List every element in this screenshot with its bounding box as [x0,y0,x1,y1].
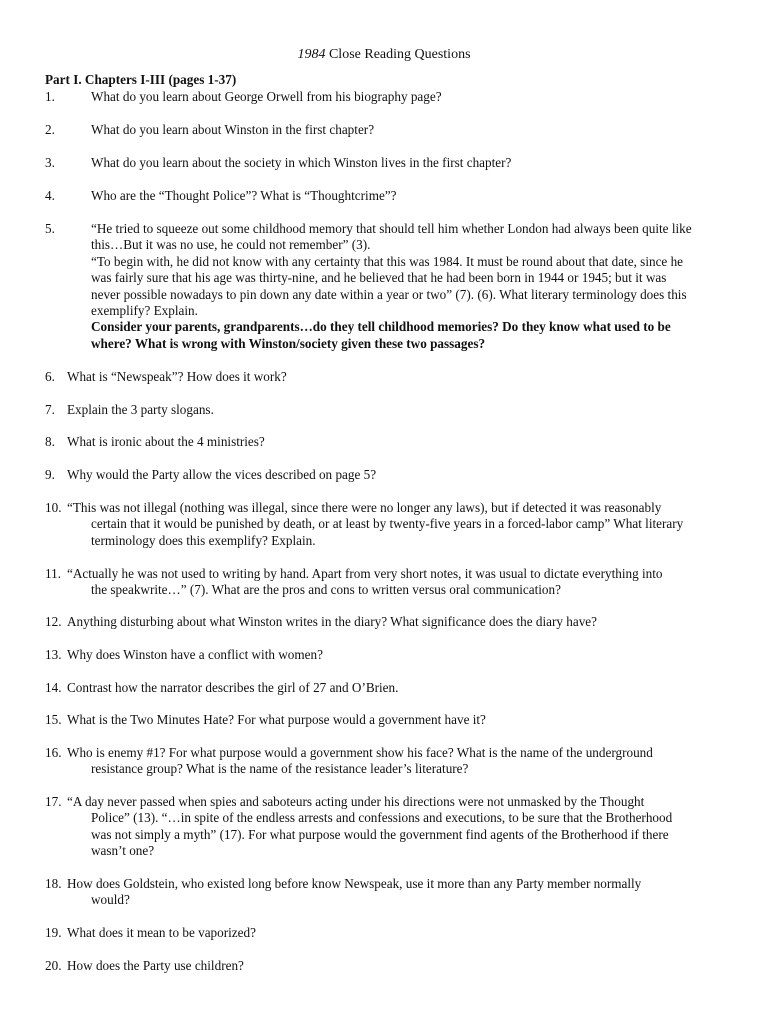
question-6 [45,369,725,385]
question-text: would? [91,892,130,908]
title-italic: 1984 [297,47,326,62]
question-text: How does the Party use children? [67,958,244,973]
question-number: 15. [45,712,62,727]
question-text: Who is enemy #1? For what purpose would a government show his face? What is the name of the underground [67,745,653,760]
page-title [0,47,768,63]
question-text: What is the Two Minutes Hate? For what purpose would a government have it? [67,712,486,727]
question-number: 11. [45,566,61,581]
question-text: Explain the 3 party slogans. [67,402,214,417]
question-text: Contrast how the narrator describes the girl of 27 and O’Brien. [67,680,399,695]
question-number: 16. [45,745,62,760]
question-16 [45,745,725,778]
question-number: 19. [45,925,62,940]
question-number: 12. [45,614,62,629]
question-15 [45,712,725,728]
question-text: “A day never passed when spies and saboteurs acting under his directions were not unmasked by the Thought [67,794,645,809]
question-number: 1. [45,89,55,104]
question-number: 13. [45,647,62,662]
question-text: “To begin with, he did not know with any certainty that this was 1984. It must be round about that date, since he [91,253,684,269]
question-text: What is “Newspeak”? How does it work? [67,369,287,384]
question-text: What do you learn about George Orwell from his biography page? [91,89,442,104]
question-text: What do you learn about the society in which Winston lives in the first chapter? [91,155,512,170]
question-text: “He tried to squeeze out some childhood memory that should tell him whether London had always been quite like [91,221,692,236]
question-text: never possible nowadays to pin down any date within a year or two” (7). (6). What literary terminology does this [91,286,687,302]
question-13 [45,647,725,663]
question-4 [45,188,725,204]
question-text: Why would the Party allow the vices described on page 5? [67,467,377,482]
question-14 [45,680,725,696]
question-text: Anything disturbing about what Winston writes in the diary? What significance does the diary have? [67,614,598,629]
question-text: was not simply a myth” (17). For what purpose would the government find agents of the Brotherhood if there [91,826,669,842]
question-1 [45,89,725,105]
question-text: Police” (13). “…in spite of the endless arrests and confessions and executions, to be sure that the Brotherhood [91,810,673,826]
question-number: 14. [45,680,62,695]
question-text: “This was not illegal (nothing was illegal, since there were no longer any laws), but if detected it was reasonably [67,500,662,515]
question-bold-text: Consider your parents, grandparents…do they tell childhood memories? Do they know what used to be [91,319,671,335]
question-3 [45,155,725,171]
question-number: 8. [45,434,55,449]
question-5 [45,221,725,352]
question-10 [45,500,725,549]
question-text: was fairly sure that his age was thirty-nine, and he believed that he had been born in 1944 or 1945; but it was [91,270,667,286]
question-number: 3. [45,155,55,170]
question-text: the speakwrite…” (7). What are the pros and cons to written versus oral communication? [91,582,561,598]
question-8 [45,434,725,450]
question-text: this…But it was no use, he could not remember” (3). [91,237,371,253]
question-11 [45,566,725,599]
question-19 [45,925,725,941]
question-number: 2. [45,122,55,137]
question-text: exemplify? Explain. [91,303,198,319]
question-9 [45,467,725,483]
question-number: 17. [45,794,62,809]
question-text: What do you learn about Winston in the first chapter? [91,122,375,137]
question-number: 7. [45,402,55,417]
question-12 [45,614,725,630]
question-number: 4. [45,188,55,203]
question-number: 18. [45,876,62,891]
question-18 [45,876,725,909]
question-2 [45,122,725,138]
question-text: certain that it would be punished by death, or at least by twenty-five years in a forced-labor camp” What literary [91,516,684,532]
question-number: 6. [45,369,55,384]
question-17 [45,794,725,860]
question-20 [45,958,725,974]
question-text: Why does Winston have a conflict with women? [67,647,323,662]
question-number: 10. [45,500,62,515]
question-text: wasn’t one? [91,843,155,859]
question-text: “Actually he was not used to writing by hand. Apart from very short notes, it was usual to dictate everything into [67,566,663,581]
question-text: How does Goldstein, who existed long before know Newspeak, use it more than any Party member normally [67,876,642,891]
question-text: Who are the “Thought Police”? What is “Thoughtcrime”? [91,188,397,203]
question-number: 5. [45,221,55,236]
question-number: 20. [45,958,62,973]
question-text: What does it mean to be vaporized? [67,925,256,940]
question-number: 9. [45,467,55,482]
question-text: terminology does this exemplify? Explain. [91,532,316,548]
question-text: resistance group? What is the name of the resistance leader’s literature? [91,761,469,777]
question-7 [45,402,725,418]
question-bold-text: where? What is wrong with Winston/society given these two passages? [91,335,486,351]
section-heading: Part I. Chapters I-III (pages 1-37) [45,72,237,87]
title-rest: Close Reading Questions [325,47,471,62]
question-text: What is ironic about the 4 ministries? [67,434,265,449]
